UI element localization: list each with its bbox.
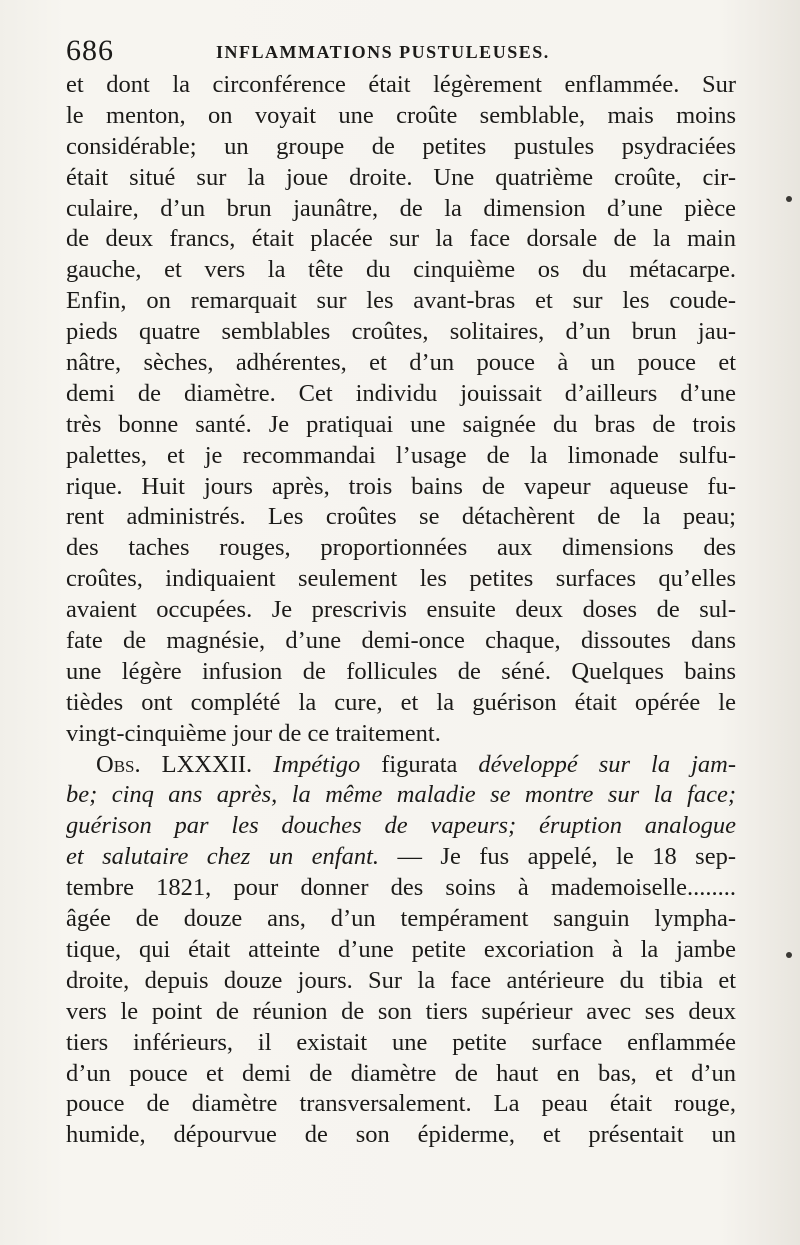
- observation-title-text: et salutaire chez un enfant.: [66, 843, 380, 871]
- observation-title-text: guérison par les douches de vapeurs; éruption analogue: [66, 812, 736, 840]
- text-line: tique, qui était atteinte d’une petite excoriation à la jambe: [66, 935, 736, 963]
- observation-title-line: [66, 811, 736, 842]
- text-line: demi de diamètre. Cet individu jouissait d’ailleurs d’une: [66, 379, 736, 407]
- text-line: rique. Huit jours après, trois bains de vapeur aqueuse fu-: [66, 472, 736, 500]
- text-line: croûtes, indiquaient seulement les petites surfaces qu’elles: [66, 565, 736, 593]
- text-line: gauche, et vers la tête du cinquième os du métacarpe.: [66, 256, 736, 284]
- observation-title-rest: développé sur la jam-: [478, 750, 736, 778]
- text-line: de deux francs, était placée sur la face dorsale de la main: [66, 225, 736, 253]
- observation-label: Obs.: [96, 750, 141, 778]
- text-line: était situé sur la joue droite. Une quatrième croûte, cir-: [66, 163, 736, 191]
- observation-title-italic: Impétigo: [273, 750, 361, 778]
- text-line: tembre 1821, pour donner des soins à mademoiselle........: [66, 874, 736, 902]
- page-number: 686: [66, 34, 114, 67]
- text-line: rent administrés. Les croûtes se détachèrent de la peau;: [66, 503, 736, 531]
- observation-title-line: [66, 780, 736, 811]
- text-line: palettes, et je recommandai l’usage de la limonade sulfu-: [66, 441, 736, 469]
- text-line: très bonne santé. Je pratiquai une saignée du bras de trois: [66, 410, 736, 438]
- text-line: vers le point de réunion de son tiers supérieur avec ses deux: [66, 997, 736, 1025]
- ink-speck: [786, 196, 792, 202]
- text-line: le menton, on voyait une croûte semblable, mais moins: [66, 101, 736, 129]
- text-line: et dont la circonférence était légèrement enflammée. Sur: [66, 71, 736, 98]
- text-line: humide, dépourvue de son épiderme, et présentait un: [66, 1121, 736, 1149]
- observation-heading-line: [66, 750, 736, 781]
- text-line: une légère infusion de follicules de séné. Quelques bains: [66, 657, 736, 685]
- text-line: nâtre, sèches, adhérentes, et d’un pouce à un pouce et: [66, 349, 736, 377]
- text-line: culaire, d’un brun jaunâtre, de la dimension d’une pièce: [66, 194, 736, 222]
- text-line: des taches rouges, proportionnées aux dimensions des: [66, 534, 736, 562]
- running-title: INFLAMMATIONS PUSTULEUSES.: [216, 42, 550, 62]
- observation-title-roman: figurata: [381, 750, 458, 778]
- observation-title-line: [66, 842, 736, 873]
- observation-text: — Je fus appelé, le 18 sep-: [379, 843, 736, 871]
- text-line: Enfin, on remarquait sur les avant-bras et sur les coude-: [66, 287, 736, 315]
- body-text: [66, 70, 736, 1151]
- text-line: pieds quatre semblables croûtes, solitaires, d’un brun jau-: [66, 318, 736, 346]
- page-header: [66, 34, 736, 74]
- text-line: droite, depuis douze jours. Sur la face antérieure du tibia et: [66, 966, 736, 994]
- observation-title-text: be; cinq ans après, la même maladie se montre sur la face;: [66, 781, 736, 809]
- text-line: pouce de diamètre transversalement. La peau était rouge,: [66, 1090, 736, 1118]
- text-line: avaient occupées. Je prescrivis ensuite deux doses de sul-: [66, 596, 736, 624]
- text-line: tièdes ont complété la cure, et la guérison était opérée le: [66, 688, 736, 716]
- text-line: tiers inférieurs, il existait une petite surface enflammée: [66, 1028, 736, 1056]
- text-line: vingt-cinquième jour de ce traitement.: [66, 719, 441, 747]
- text-line: âgée de douze ans, d’un tempérament sanguin lympha-: [66, 905, 736, 933]
- text-line: fate de magnésie, d’une demi-once chaque, dissoutes dans: [66, 627, 736, 655]
- ink-speck: [786, 952, 792, 958]
- text-line: d’un pouce et demi de diamètre de haut en bas, et d’un: [66, 1059, 736, 1087]
- text-line: considérable; un groupe de petites pustules psydraciées: [66, 132, 736, 160]
- observation-number: LXXXII.: [161, 750, 253, 778]
